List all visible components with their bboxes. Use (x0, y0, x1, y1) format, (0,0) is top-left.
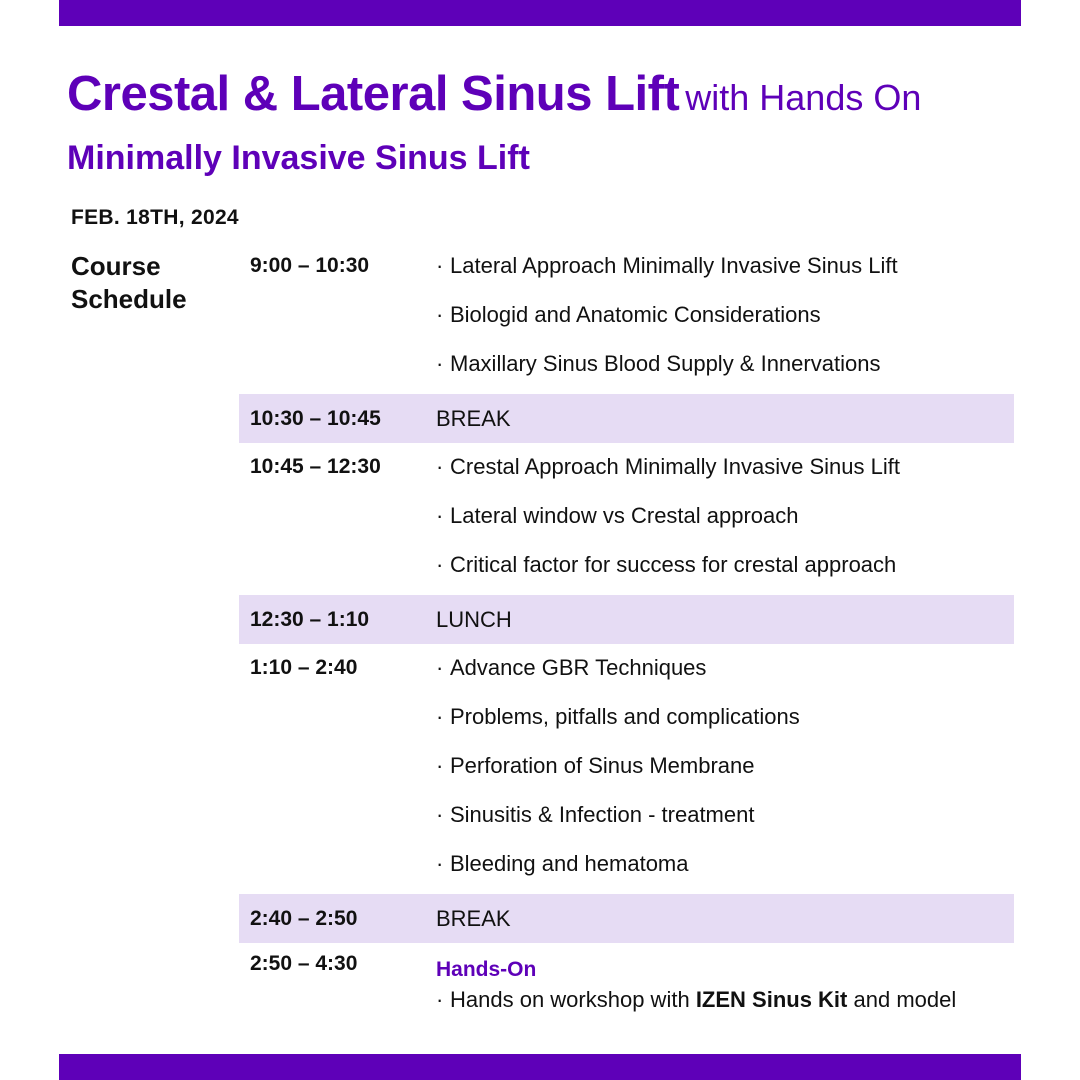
topic-item: · Problems, pitfalls and complications (436, 698, 1014, 747)
break-label: BREAK (436, 405, 511, 431)
bullet: · (436, 503, 444, 528)
topic-text-post: and model (853, 987, 957, 1012)
topic-item: · Critical factor for success for crestal approach (436, 546, 1014, 595)
course-schedule-label (71, 250, 231, 316)
bullet: · (436, 987, 444, 1012)
title-main: Crestal & Lateral Sinus Lift (67, 67, 680, 121)
topic-text-kit: IZEN Sinus Kit (695, 987, 848, 1012)
schedule-row-lunch (239, 595, 1014, 644)
break-time: 10:30 – 10:45 (250, 406, 381, 430)
lunch-label: LUNCH (436, 606, 512, 632)
session-topics (436, 951, 1014, 1021)
topic-item: · Sinusitis & Infection - treatment (436, 796, 1014, 845)
course-date: FEB. 18TH, 2024 (71, 206, 239, 229)
hands-on-heading: Hands-On (436, 958, 537, 981)
lunch-time: 12:30 – 1:10 (250, 607, 370, 631)
bullet: · (436, 454, 444, 479)
bullet: · (436, 753, 444, 778)
topic-item: · Maxillary Sinus Blood Supply & Innervations (436, 345, 1014, 394)
session-time: 1:10 – 2:40 (250, 656, 358, 679)
session-topics (436, 247, 1014, 394)
topic-item: · Bleeding and hematoma (436, 845, 1014, 894)
topic-text-pre: Hands on workshop with (450, 987, 690, 1012)
topic-item: · Advance GBR Techniques (436, 649, 1014, 698)
bullet: · (436, 253, 444, 278)
bottom-accent-bar (59, 1054, 1021, 1080)
schedule-row-session-2 (239, 443, 1014, 595)
bullet: · (436, 552, 444, 577)
topic-item: · Lateral Approach Minimally Invasive Sinus Lift (436, 247, 1014, 296)
session-time: 2:50 – 4:30 (250, 952, 358, 975)
schedule-row-session-3 (239, 644, 1014, 894)
schedule-row-break-1 (239, 394, 1014, 443)
schedule-row-hands-on (239, 943, 1014, 1021)
schedule-row-break-2 (239, 894, 1014, 943)
page-title (67, 66, 921, 122)
bullet: · (436, 302, 444, 327)
course-label-line1: Course (71, 251, 161, 281)
topic-item (436, 981, 1014, 1021)
bullet: · (436, 704, 444, 729)
page-subtitle: Minimally Invasive Sinus Lift (67, 139, 530, 177)
topic-item: · Perforation of Sinus Membrane (436, 747, 1014, 796)
break-time: 2:40 – 2:50 (250, 906, 358, 930)
topic-item: · Biologid and Anatomic Considerations (436, 296, 1014, 345)
course-label-line2: Schedule (71, 284, 187, 314)
session-topics (436, 448, 1014, 595)
schedule-table (239, 242, 1014, 1021)
topic-item: · Lateral window vs Crestal approach (436, 497, 1014, 546)
bullet: · (436, 802, 444, 827)
title-suffix: with Hands On (685, 77, 922, 118)
break-label: BREAK (436, 905, 511, 931)
session-time: 9:00 – 10:30 (250, 254, 370, 277)
bullet: · (436, 851, 444, 876)
topic-item: · Crestal Approach Minimally Invasive Sinus Lift (436, 448, 1014, 497)
session-time: 10:45 – 12:30 (250, 455, 381, 478)
bullet: · (436, 351, 444, 376)
session-topics (436, 649, 1014, 894)
schedule-row-session-1 (239, 242, 1014, 394)
bullet: · (436, 655, 444, 680)
top-accent-bar (59, 0, 1021, 26)
